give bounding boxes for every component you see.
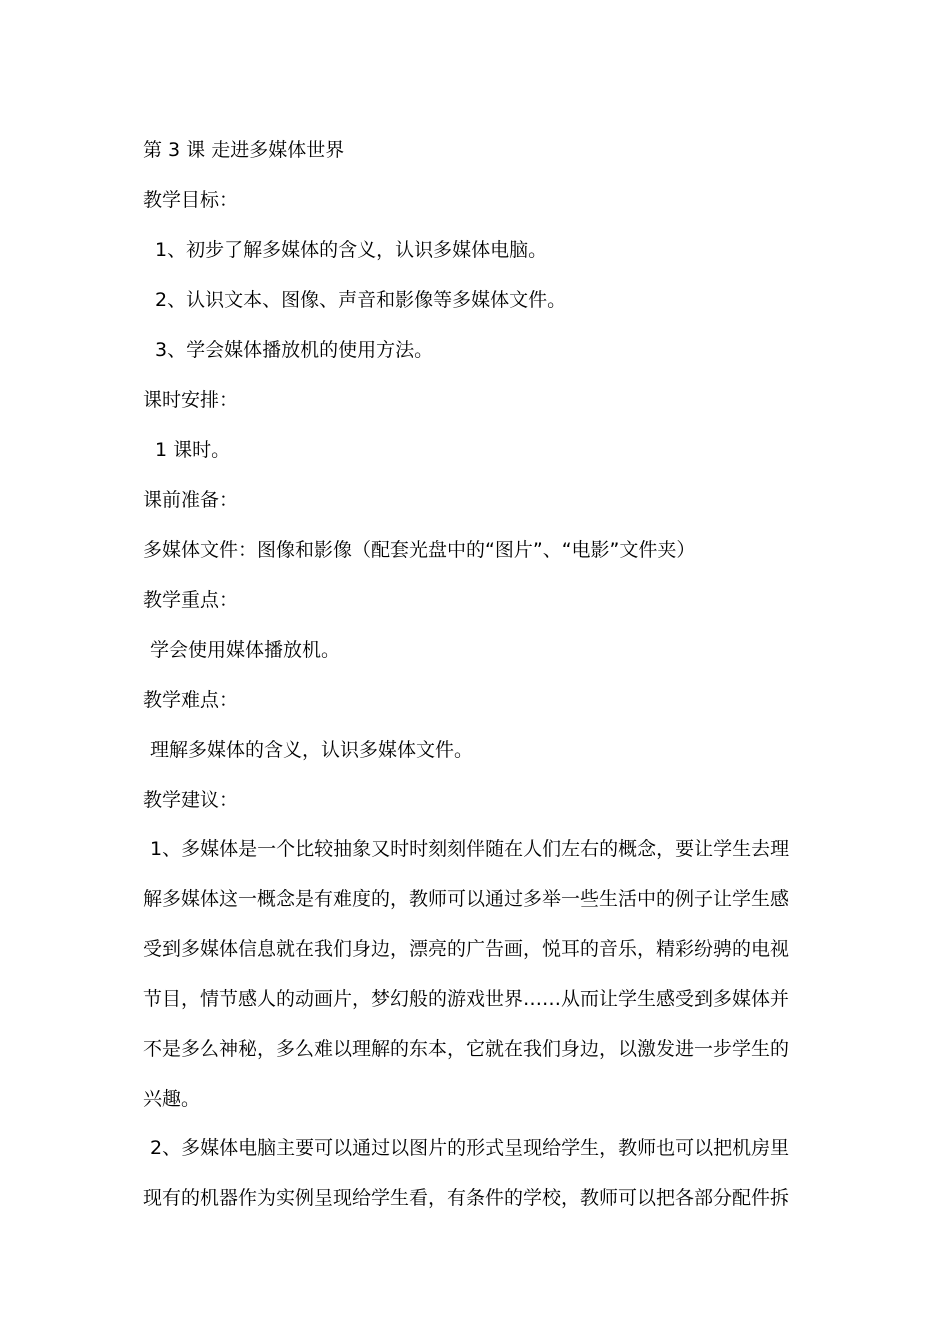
suggestion-line: 受到多媒体信息就在我们身边，漂亮的广告画，悦耳的音乐，精彩纷骋的电视 <box>143 938 790 960</box>
schedule-heading: 课时安排： <box>143 389 239 411</box>
objectives-heading: 教学目标： <box>143 189 239 211</box>
suggestion-line: 节目，情节感人的动画片，梦幻般的游戏世界……从而让学生感受到多媒体并 <box>143 988 790 1010</box>
key-points-text: 学会使用媒体播放机。 <box>150 639 341 661</box>
schedule-text: 1 课时。 <box>155 439 231 461</box>
objective-item-3: 3、学会媒体播放机的使用方法。 <box>155 339 434 361</box>
suggestions-heading: 教学建议： <box>143 789 239 811</box>
lesson-title: 第 3 课 走进多媒体世界 <box>143 139 345 161</box>
suggestion-line: 兴趣。 <box>143 1088 201 1110</box>
suggestion-line: 现有的机器作为实例呈现给学生看，有条件的学校，教师可以把各部分配件拆 <box>143 1187 790 1209</box>
key-points-heading: 教学重点： <box>143 589 239 611</box>
objective-item-1: 1、初步了解多媒体的含义，认识多媒体电脑。 <box>155 239 548 261</box>
suggestion-line: 不是多么神秘，多么难以理解的东本，它就在我们身边，以激发进一步学生的 <box>143 1038 790 1060</box>
suggestion-line: 2、多媒体电脑主要可以通过以图片的形式呈现给学生，教师也可以把机房里 <box>150 1137 790 1159</box>
suggestion-line: 解多媒体这一概念是有难度的，教师可以通过多举一些生活中的例子让学生感 <box>143 888 790 910</box>
preparation-heading: 课前准备： <box>143 489 239 511</box>
difficulties-text: 理解多媒体的含义，认识多媒体文件。 <box>150 739 474 761</box>
suggestion-line: 1、多媒体是一个比较抽象又时时刻刻伴随在人们左右的概念，要让学生去理 <box>150 838 790 860</box>
objective-item-2: 2、认识文本、图像、声音和影像等多媒体文件。 <box>155 289 567 311</box>
preparation-text: 多媒体文件：图像和影像（配套光盘中的“图片”、“电影”文件夹） <box>143 539 696 561</box>
difficulties-heading: 教学难点： <box>143 689 239 711</box>
